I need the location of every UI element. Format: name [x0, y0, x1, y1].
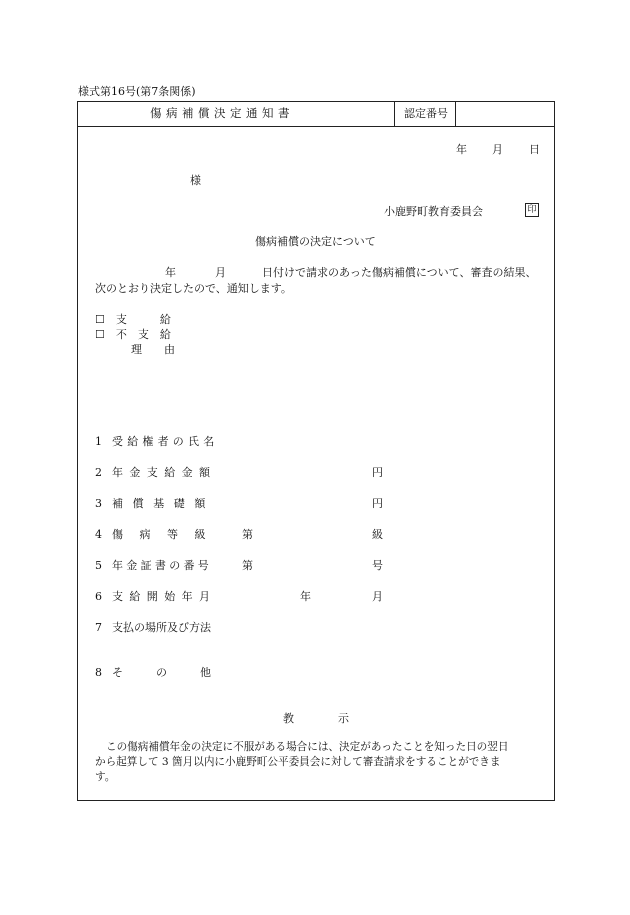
option-payment: ☐ 支 給	[95, 313, 171, 326]
cert-number-label: 認定番号	[404, 107, 448, 120]
reason-label: 理 由	[131, 343, 175, 356]
header-table	[77, 101, 555, 127]
form-body	[77, 126, 555, 801]
option-nonpayment: ☐ 不 支 給	[95, 328, 171, 341]
item-unit: 級	[372, 528, 383, 541]
date-month: 月	[492, 143, 503, 156]
item-label: 支払の場所及び方法	[112, 621, 211, 634]
item-label: 傷病等級	[112, 528, 222, 541]
subject-heading: 傷病補償の決定について	[255, 235, 376, 248]
item-prefix: 第	[242, 559, 253, 572]
item-number: 6	[95, 590, 102, 603]
intro-month: 月	[215, 266, 226, 279]
intro-line1: 日付けで請求のあった傷病補償について、審査の結果、	[262, 266, 537, 279]
item-month: 月	[372, 590, 383, 603]
item-unit: 円	[372, 497, 383, 510]
item-number: 7	[95, 621, 102, 634]
item-number: 2	[95, 466, 102, 479]
item-label: 年金支給金額	[112, 466, 217, 479]
item-year: 年	[300, 590, 311, 603]
instruction-heading: 教 示	[283, 712, 349, 725]
item-prefix: 第	[242, 528, 253, 541]
item-number: 8	[95, 666, 102, 679]
intro-year: 年	[165, 266, 176, 279]
instruction-line: この傷病補償年金の決定に不服がある場合には、決定があったことを知った日の翌日	[106, 741, 509, 753]
issuer-name: 小鹿野町教育委員会	[384, 205, 483, 218]
item-number: 3	[95, 497, 102, 510]
header-divider	[455, 102, 456, 126]
document-title: 傷病補償決定通知書	[150, 106, 294, 120]
header-divider	[394, 102, 395, 126]
addressee-suffix: 様	[190, 174, 201, 187]
item-unit: 号	[372, 559, 383, 572]
date-day: 日	[529, 143, 540, 156]
instruction-line: す。	[95, 771, 116, 783]
seal-mark: 印	[525, 203, 539, 217]
item-label: 支給開始年月	[112, 590, 217, 603]
item-label: 受給権者の氏名	[112, 435, 219, 448]
item-unit: 円	[372, 466, 383, 479]
instruction-line: から起算して 3 箇月以内に小鹿野町公平委員会に対して審査請求をすることができま	[95, 756, 501, 768]
item-number: 1	[95, 435, 102, 448]
item-number: 4	[95, 528, 102, 541]
item-number: 5	[95, 559, 102, 572]
item-label: そ の 他	[112, 666, 211, 679]
form-number-label: 様式第16号(第7条関係)	[78, 85, 196, 98]
item-label: 補償基礎額	[112, 497, 215, 510]
item-label: 年金証書の番号	[112, 559, 213, 572]
intro-line2: 次のとおり決定したので、通知します。	[95, 282, 292, 295]
date-year: 年	[456, 143, 467, 156]
